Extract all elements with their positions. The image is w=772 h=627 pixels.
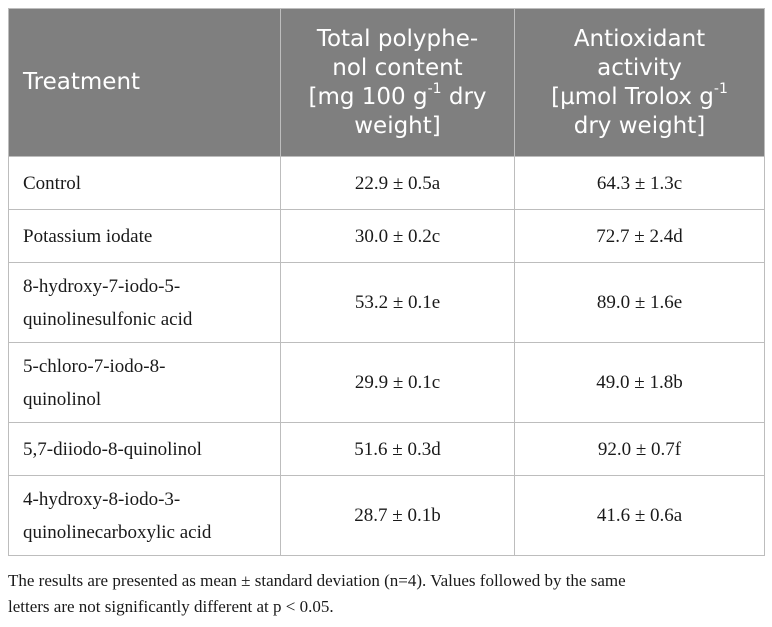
table-row — [9, 263, 765, 343]
header-polyphenol-line3-pre: [mg 100 g — [308, 83, 428, 110]
treatment-name-line1: 4-hydroxy-8-iodo-3- — [23, 488, 181, 510]
antioxidant-cell: 41.6 ± 0.6a — [515, 476, 765, 556]
footnote-line2: letters are not significantly different at p < 0.05. — [8, 597, 334, 616]
antioxidant-cell: 92.0 ± 0.7f — [515, 423, 765, 476]
table-header — [9, 9, 765, 157]
header-treatment-label: Treatment — [23, 69, 141, 95]
header-antioxidant-line3-pre: [µmol Trolox g — [551, 83, 714, 110]
treatment-name-line2: quinolinol — [23, 388, 102, 410]
treatment-name-line1: 8-hydroxy-7-iodo-5- — [23, 275, 181, 297]
polyphenol-cell: 30.0 ± 0.2c — [281, 210, 515, 263]
polyphenol-cell: 51.6 ± 0.3d — [281, 423, 515, 476]
treatment-name: 5,7-diiodo-8-quinolinol — [23, 438, 202, 460]
treatment-cell — [9, 423, 281, 476]
treatment-cell — [9, 476, 281, 556]
treatment-cell — [9, 210, 281, 263]
header-treatment — [9, 9, 281, 157]
footnote-line1: The results are presented as mean ± standard deviation (n=4). Values followed by the same — [8, 571, 626, 590]
header-polyphenol-superscript: -1 — [427, 80, 442, 97]
antioxidant-cell: 72.7 ± 2.4d — [515, 210, 765, 263]
table-row — [9, 423, 765, 476]
polyphenol-cell: 22.9 ± 0.5a — [281, 157, 515, 210]
polyphenol-cell: 29.9 ± 0.1c — [281, 343, 515, 423]
header-polyphenol-line4: weight] — [354, 112, 441, 139]
table-footnote — [8, 568, 768, 620]
treatment-name: Potassium iodate — [23, 225, 153, 247]
table-body — [9, 157, 765, 556]
treatment-name-line2: quinolinecarboxylic acid — [23, 521, 212, 543]
table-row — [9, 343, 765, 423]
header-polyphenol — [281, 9, 515, 157]
treatment-cell — [9, 263, 281, 343]
treatment-cell — [9, 343, 281, 423]
antioxidant-cell: 64.3 ± 1.3c — [515, 157, 765, 210]
treatment-name-line2: quinolinesulfonic acid — [23, 308, 193, 330]
header-antioxidant-line1: Antioxidant — [573, 25, 706, 52]
header-polyphenol-line3-post: dry — [441, 83, 487, 110]
header-row — [9, 9, 765, 157]
header-antioxidant-line2: activity — [597, 54, 682, 81]
header-polyphenol-line1: Total polyphe- — [316, 25, 479, 52]
results-table — [8, 8, 765, 556]
header-antioxidant — [515, 9, 765, 157]
treatment-name: Control — [23, 172, 82, 194]
header-antioxidant-superscript: -1 — [713, 80, 728, 97]
header-polyphenol-line2: nol content — [332, 54, 463, 81]
treatment-name-line1: 5-chloro-7-iodo-8- — [23, 355, 166, 377]
header-antioxidant-line4: dry weight] — [573, 112, 706, 139]
table-row — [9, 476, 765, 556]
antioxidant-cell: 89.0 ± 1.6e — [515, 263, 765, 343]
table-row — [9, 210, 765, 263]
table-row — [9, 157, 765, 210]
polyphenol-cell: 28.7 ± 0.1b — [281, 476, 515, 556]
treatment-cell — [9, 157, 281, 210]
results-table-container — [8, 8, 764, 556]
antioxidant-cell: 49.0 ± 1.8b — [515, 343, 765, 423]
polyphenol-cell: 53.2 ± 0.1e — [281, 263, 515, 343]
